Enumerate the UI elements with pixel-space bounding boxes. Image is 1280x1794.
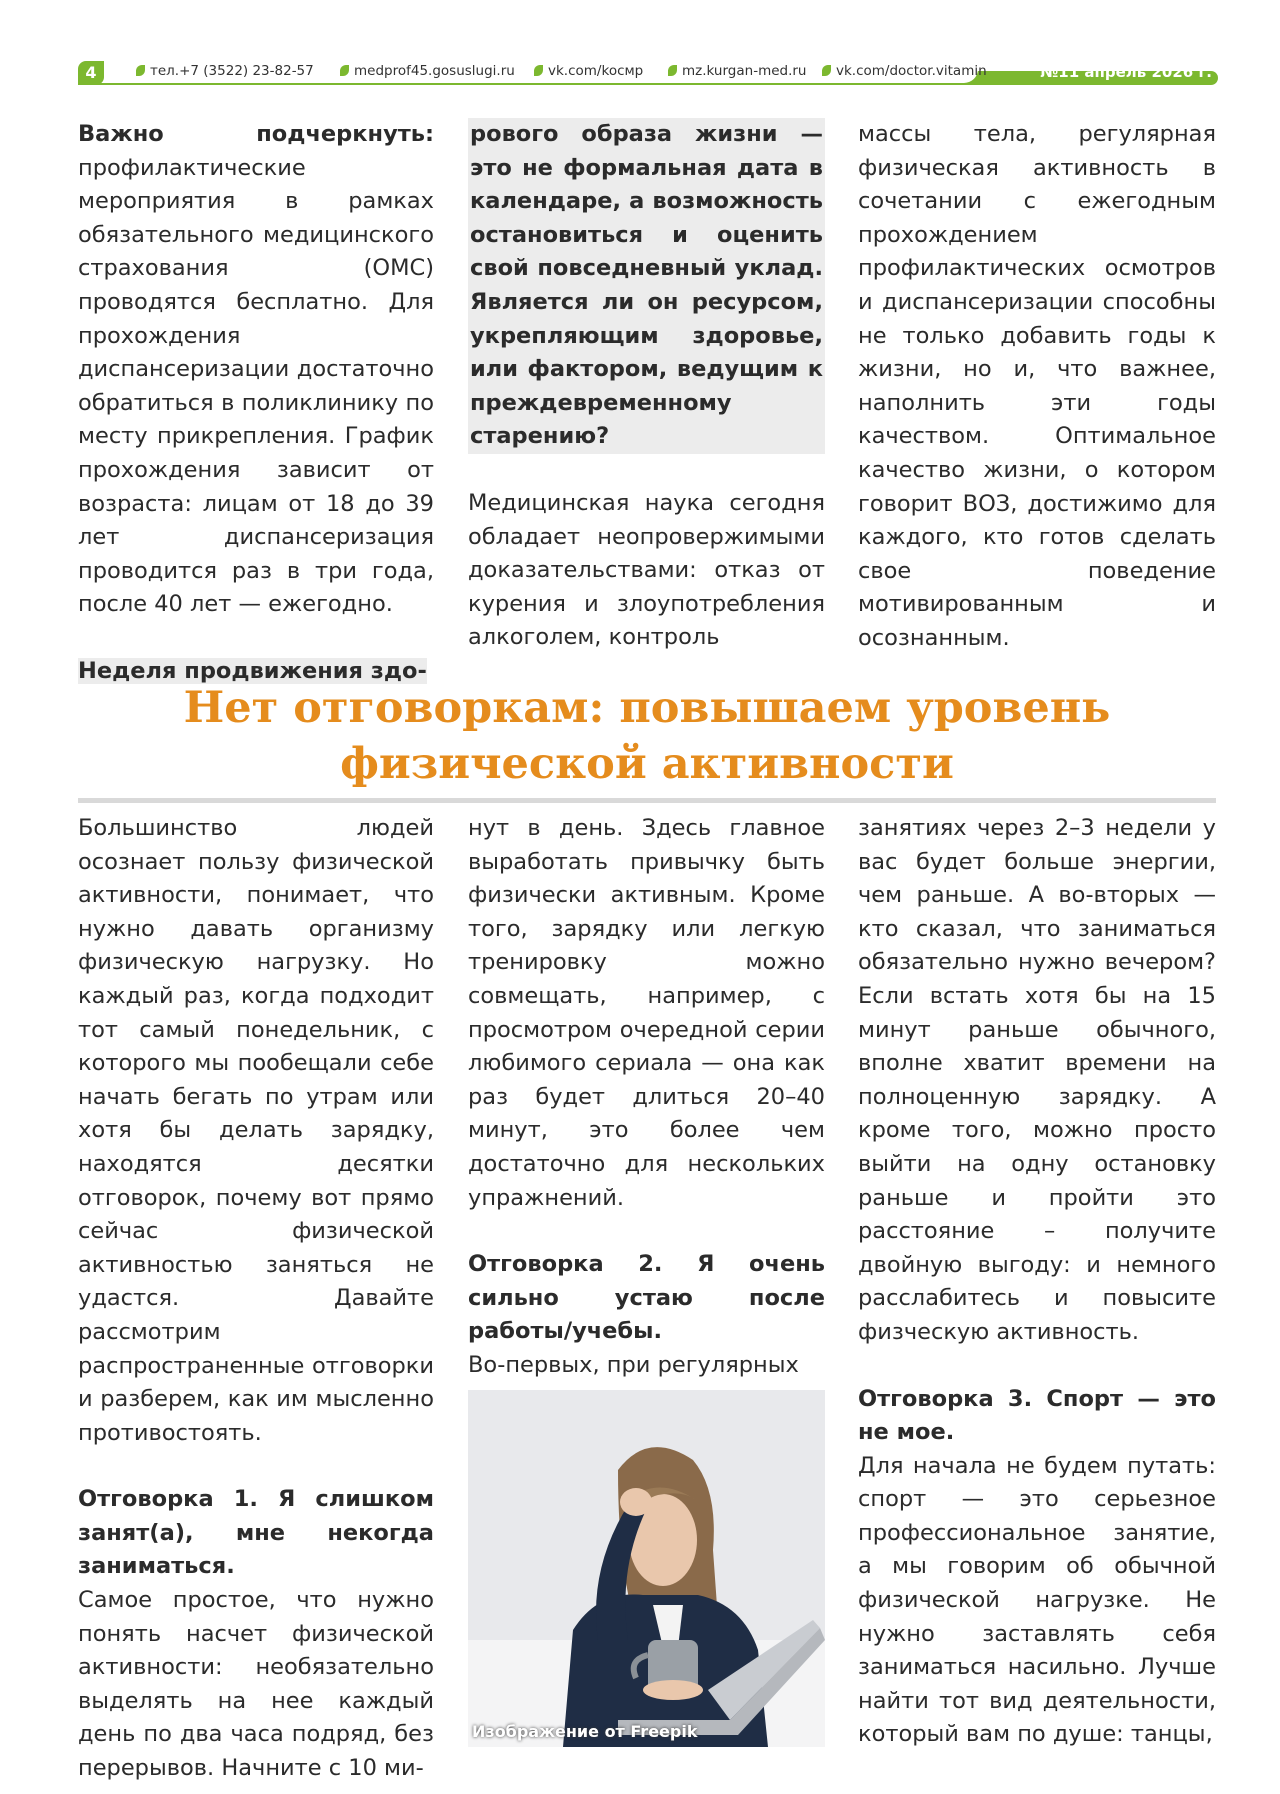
contact-vk[interactable]: vk.com/kocмp	[534, 63, 643, 79]
leaf-icon	[136, 65, 145, 76]
tired-woman-photo	[468, 1390, 825, 1747]
title-divider	[78, 798, 1216, 803]
paragraph: Самое простое, что нужно понять насчет физической активности: необязательно выделять на нее каждый день по два часа подряд, без перерывов. Начните с 10 ми-	[78, 1587, 434, 1782]
lead-phrase: Важно подчеркнуть:	[78, 121, 434, 147]
paragraph: массы тела, регулярная физическая активность в сочетании с ежегодным прохождением профилактических осмотров и диспансеризации способны не только добавить годы к жизни, но и, что важнее, наполнить эти годы качеством. Оптимальное качество жизни, о котором говорит ВОЗ, достижимо для каждого, кто готов сделать свое поведение мотивированным и осознанным.	[858, 121, 1216, 651]
leaf-icon	[668, 65, 677, 76]
leaf-icon	[534, 65, 543, 76]
highlight-box: Неделя продвижения здо-	[78, 657, 427, 684]
top-column-3	[858, 118, 1216, 656]
leaf-icon	[340, 65, 349, 76]
contact-phone: тел.+7 (3522) 23-82-57	[136, 63, 314, 79]
article-title: Нет отговоркам: повышаем уровень физической активности	[183, 683, 1111, 789]
page-header	[78, 61, 1218, 85]
photo-illustration	[468, 1390, 825, 1747]
top-column-2	[468, 118, 825, 655]
article-column-2	[468, 812, 825, 1383]
leaf-icon	[822, 65, 831, 76]
excuse-heading: Отговорка 2. Я очень сильно устаю после работы/учебы.	[468, 1251, 825, 1345]
issue-label: №11 апрель 2026 г.	[1040, 63, 1212, 81]
paragraph: Важно подчеркнуть: профилактические мероприятия в рамках обязательного медицинского страхования (ОМС) проводятся бесплатно. Для прохождения диспансеризации достаточно обратиться в поликлинику по месту прикрепления. График прохождения зависит от возраста: лицам от 18 до 39 лет диспансеризация проводится раз в три года, после 40 лет — ежегодно.	[78, 121, 434, 618]
page-number: 4	[78, 61, 104, 85]
contact-ministry[interactable]: mz.kurgan-med.ru	[668, 63, 807, 79]
paragraph: занятиях через 2–3 недели у вас будет больше энергии, чем раньше. А во-вторых — кто сказал, что заниматься обязательно нужно вечером? Если встать хотя бы на 15 минут раньше обычного, вполне хватит времени на полноценную зарядку. А кроме того, можно просто выйти на одну остановку раньше и пройти это расстояние – получите двойную выгоду: и немного расслабитесь и повысите физческую активность.	[858, 815, 1216, 1345]
image-credit: Изображение от Freepik	[472, 1722, 698, 1741]
paragraph: Для начала не будем путать: спорт — это серьезное профессиональное занятие, а мы говорим об обычной физической нагрузке. Не нужно заставлять себя заниматься насильно. Лучше найти тот вид деятельности, который вам по душе: танцы,	[858, 1452, 1216, 1748]
excuse-heading: Отговорка 1. Я слишком занят(а), мне некогда заниматься.	[78, 1486, 434, 1580]
top-column-1	[78, 118, 434, 689]
paragraph: Медицинская наука сегодня обладает неопровержимыми доказательствами: отказ от курения и злоупотребления алкоголем, контроль	[468, 489, 825, 651]
article-column-3	[858, 812, 1216, 1752]
contact-vk-doctor[interactable]: vk.com/doctor.vitamin	[822, 63, 987, 79]
article-column-1	[78, 812, 434, 1786]
excuse-heading: Отговорка 3. Спорт — это не мое.	[858, 1385, 1216, 1446]
highlight-box: рового образа жизни — это не формальная дата в календаре, а возможность остановиться и оценить свой повседневный уклад. Является ли он ресурсом, укрепляющим здоровье, или фактором, ведущим к преждевременному старению?	[468, 118, 825, 454]
paragraph: нут в день. Здесь главное выработать привычку быть физически активным. Кроме того, зарядку или легкую тренировку можно совмещать, например, с просмотром очередной серии любимого сериала — она как раз будет длиться 20–40 минут, это более чем достаточно для нескольких упражнений.	[468, 815, 825, 1211]
paragraph: Во-первых, при регулярных	[468, 1351, 799, 1378]
contact-site[interactable]: medprof45.gosuslugi.ru	[340, 63, 515, 79]
paragraph: Большинство людей осознает пользу физической активности, понимает, что нужно давать организму физическую нагрузку. Но каждый раз, когда подходит тот самый понедельник, с которого мы пообещали себе начать бегать по утрам или хотя бы делать зарядку, находятся десятки отговорок, почему вот прямо сейчас физической активностью заняться не удастся. Давайте рассмотрим распространенные отговорки и разберем, как им мысленно противостоять.	[78, 815, 434, 1446]
